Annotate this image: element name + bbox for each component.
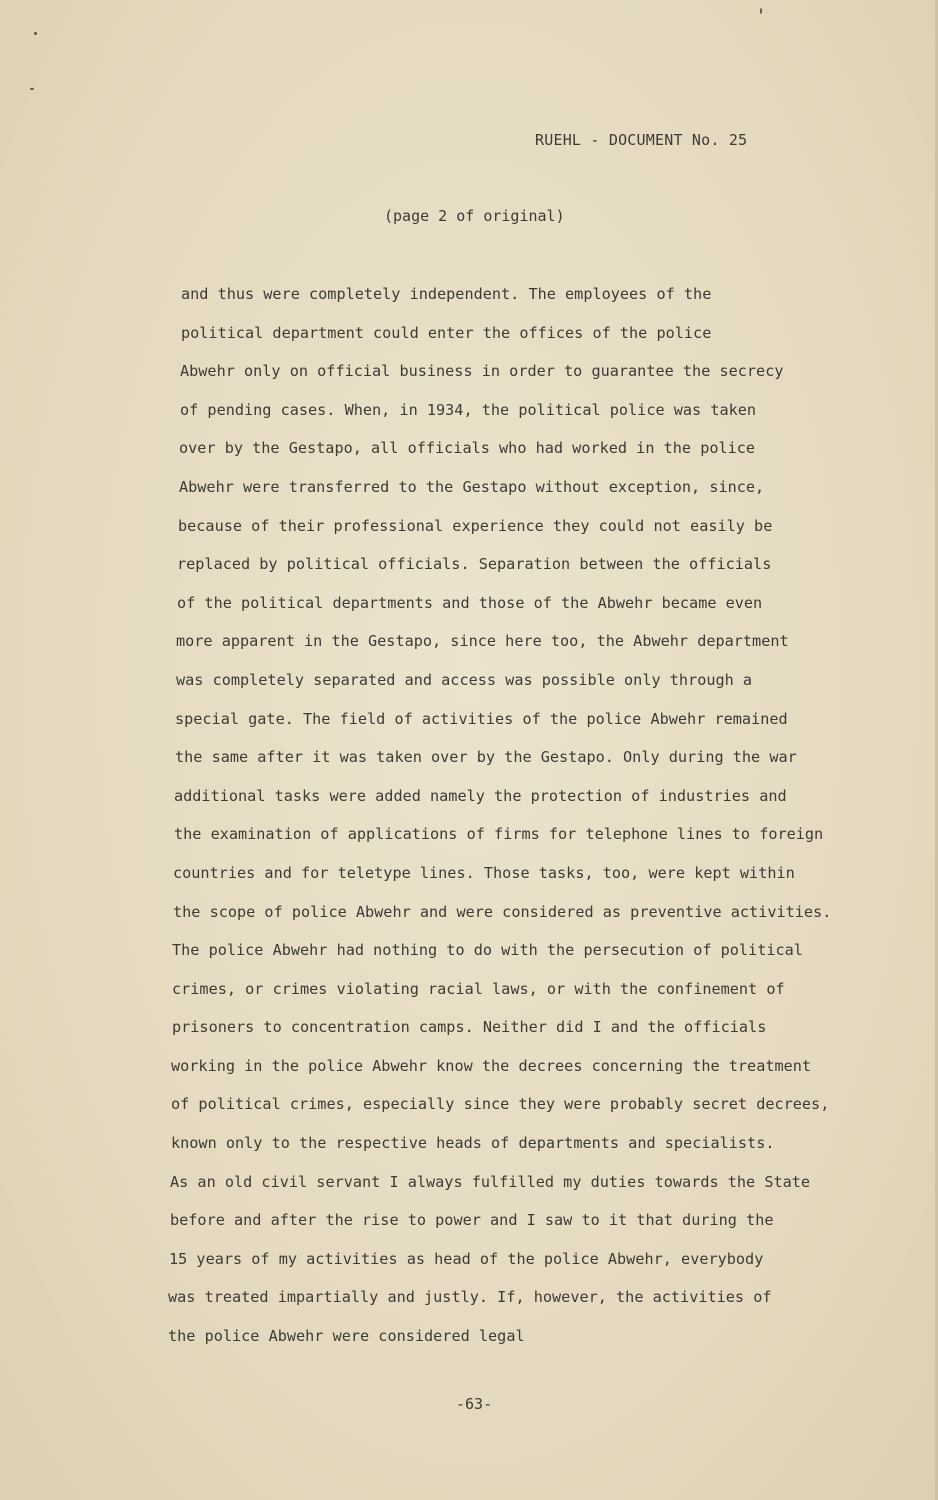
page-number: -63- bbox=[456, 1395, 493, 1413]
text-line: of the political departments and those of the Abwehr became even bbox=[177, 593, 763, 612]
text-line: As an old civil servant I always fulfilled my duties towards the State bbox=[170, 1172, 811, 1191]
page-note: (page 2 of original) bbox=[384, 207, 565, 225]
text-line: of political crimes, especially since they were probably secret decrees, bbox=[171, 1095, 830, 1114]
text-line: the police Abwehr were considered legal bbox=[168, 1327, 525, 1346]
text-line: political department could enter the offices of the police bbox=[181, 323, 712, 342]
text-line: before and after the rise to power and I saw to it that during the bbox=[170, 1211, 774, 1230]
text-line: and thus were completely independent. The employees of the bbox=[181, 285, 712, 303]
text-line: working in the police Abwehr know the decrees concerning the treatment bbox=[171, 1056, 812, 1075]
paper-speck bbox=[30, 88, 34, 90]
text-line: prisoners to concentration camps. Neither did I and the officials bbox=[172, 1018, 767, 1037]
text-line: over by the Gestapo, all officials who had worked in the police bbox=[179, 439, 756, 458]
text-line: The police Abwehr had nothing to do with the persecution of political bbox=[172, 941, 803, 960]
text-line: replaced by political officials. Separation between the officials bbox=[177, 555, 772, 574]
text-line: was completely separated and access was possible only through a bbox=[176, 670, 753, 689]
text-line: countries and for teletype lines. Those tasks, too, were kept within bbox=[173, 863, 795, 882]
text-line: 15 years of my activities as head of the police Abwehr, everybody bbox=[169, 1249, 764, 1268]
text-line: Abwehr only on official business in order to guarantee the secrecy bbox=[180, 362, 784, 381]
text-line: was treated impartially and justly. If, however, the activities of bbox=[168, 1288, 772, 1307]
text-line: of pending cases. When, in 1934, the political police was taken bbox=[180, 400, 757, 419]
text-line: Abwehr were transferred to the Gestapo without exception, since, bbox=[179, 477, 765, 496]
body-text bbox=[168, 282, 888, 1363]
text-line: additional tasks were added namely the protection of industries and bbox=[174, 786, 787, 805]
text-line: the scope of police Abwehr and were considered as preventive activities. bbox=[173, 902, 832, 921]
text-line: because of their professional experience they could not easily be bbox=[178, 516, 773, 535]
text-line: known only to the respective heads of departments and specialists. bbox=[171, 1134, 775, 1153]
text-line: crimes, or crimes violating racial laws, or with the confinement of bbox=[172, 979, 785, 998]
text-line: more apparent in the Gestapo, since here too, the Abwehr department bbox=[176, 632, 789, 651]
text-line: the examination of applications of firms for telephone lines to foreign bbox=[174, 825, 824, 844]
text-line: the same after it was taken over by the Gestapo. Only during the war bbox=[175, 748, 797, 767]
paper-speck bbox=[34, 32, 37, 35]
text-line: special gate. The field of activities of the police Abwehr remained bbox=[175, 709, 788, 728]
paper-speck bbox=[760, 8, 762, 14]
document-reference: RUEHL - DOCUMENT No. 25 bbox=[535, 131, 748, 149]
